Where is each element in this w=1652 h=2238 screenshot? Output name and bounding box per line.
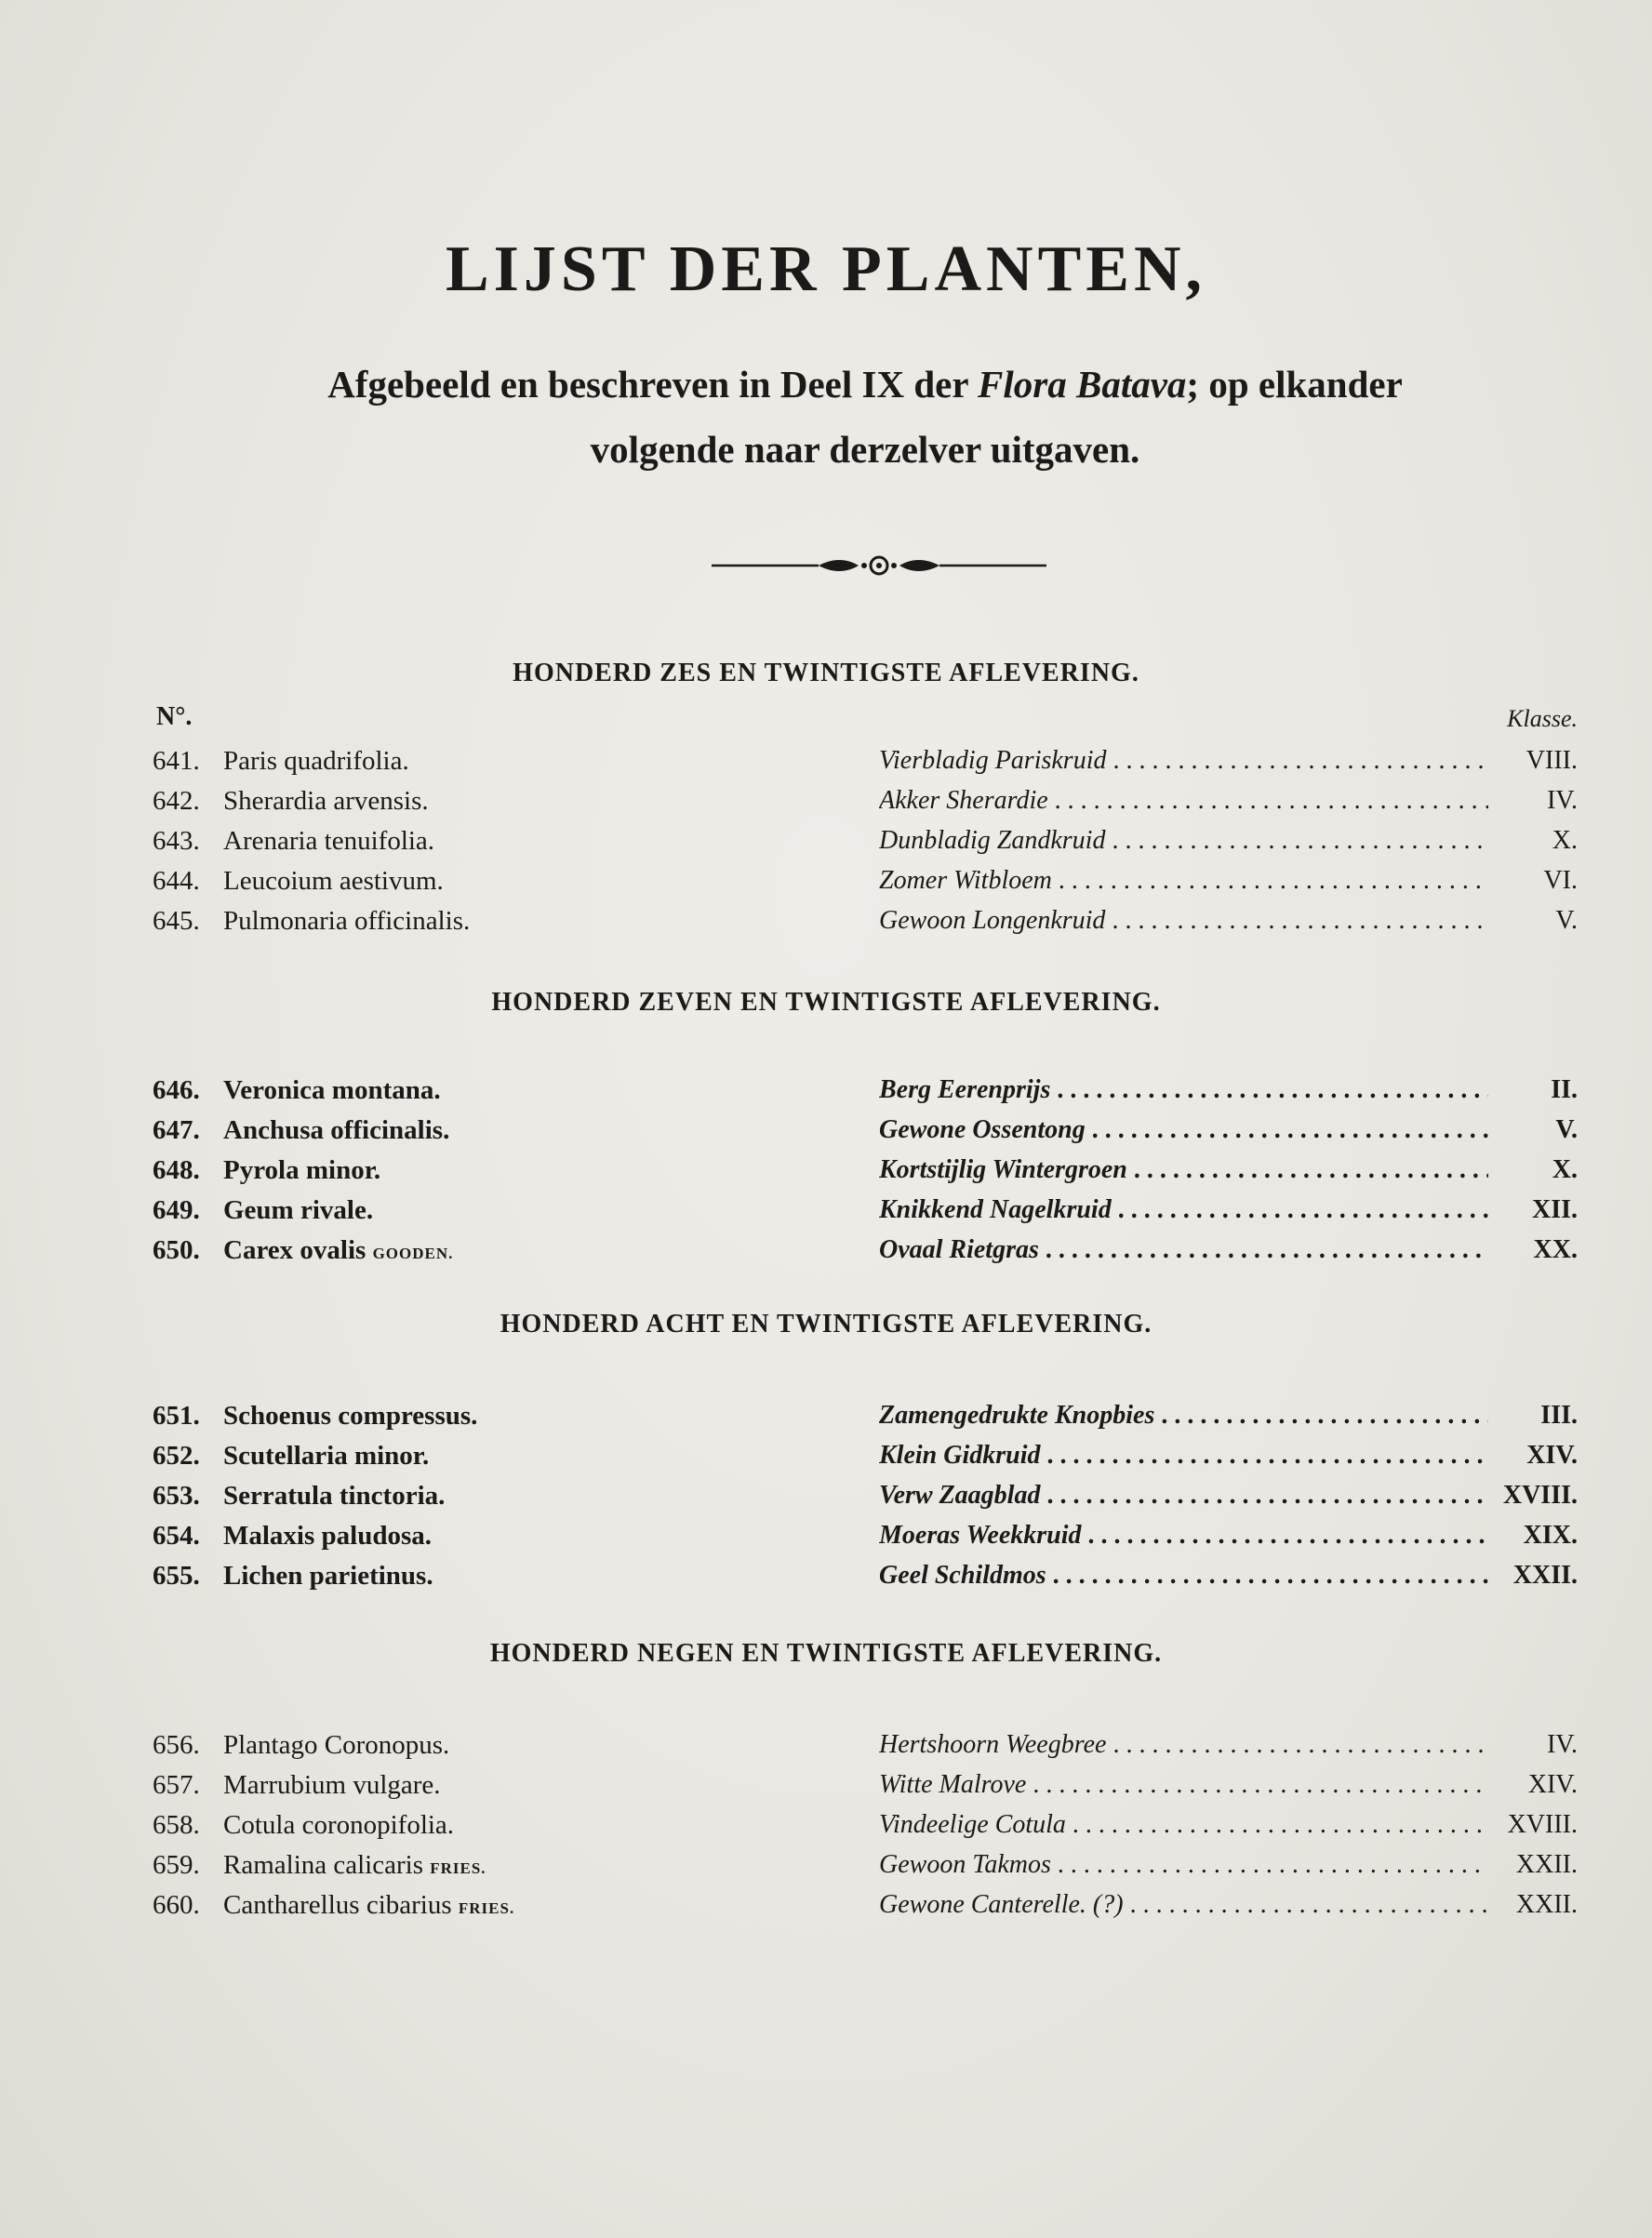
list-item [0, 1441, 1652, 1478]
latin-name: Lichen parietinus. [223, 1561, 433, 1591]
latin-name: Malaxis paludosa. [223, 1521, 432, 1551]
latin-name: Serratula tinctoria. [223, 1481, 446, 1511]
list-item [0, 746, 1652, 783]
latin-name: Carex ovalis GOODEN. [223, 1235, 454, 1265]
klasse-value: III. [1540, 1401, 1578, 1430]
list-item [0, 1770, 1652, 1807]
dutch-name: Zamengedrukte Knopbies . . . [879, 1401, 1488, 1431]
latin-name: Scutellaria minor. [223, 1441, 430, 1471]
latin-name: Pyrola minor. [223, 1155, 381, 1185]
plate-number: 659. [153, 1850, 200, 1880]
subtitle-line1-pre: Afgebeeld en beschreven in Deel IX der [327, 363, 979, 406]
plate-number: 660. [153, 1890, 200, 1920]
klasse-value: XIX. [1523, 1521, 1578, 1550]
plate-number: 651. [153, 1401, 200, 1431]
klasse-value: X. [1552, 826, 1578, 855]
section-heading: HONDERD NEGEN EN TWINTIGSTE AFLEVERING. [489, 1639, 1163, 1668]
klasse-value: V. [1555, 906, 1578, 935]
latin-name: Plantago Coronopus. [223, 1730, 450, 1760]
klasse-value: XVIII. [1502, 1481, 1578, 1510]
section-heading: HONDERD ZEVEN EN TWINTIGSTE AFLEVERING. [491, 988, 1161, 1017]
klasse-value: XIV. [1527, 1770, 1578, 1799]
plate-number: 647. [153, 1115, 200, 1145]
plate-number: 657. [153, 1770, 200, 1800]
list-item [0, 1890, 1652, 1927]
klasse-value: XIV. [1526, 1441, 1578, 1470]
subtitle-flora-batava: Flora Batava [978, 363, 1187, 406]
dutch-name: Klein Gidkruid . . . [879, 1441, 1488, 1471]
latin-name: Ramalina calicaris FRIES. [223, 1850, 486, 1880]
plate-number: 652. [153, 1441, 200, 1471]
plate-number: 649. [153, 1195, 200, 1225]
author-abbreviation: FRIES. [430, 1859, 486, 1877]
latin-name: Schoenus compressus. [223, 1401, 478, 1431]
plate-number: 656. [153, 1730, 200, 1760]
dutch-name: Berg Eerenprijs . . . [879, 1075, 1488, 1105]
latin-name: Leucoium aestivum. [223, 866, 444, 896]
plate-number: 642. [153, 786, 200, 816]
list-item [0, 1235, 1652, 1272]
dutch-name: Ovaal Rietgras . . . [879, 1235, 1488, 1265]
latin-name: Marrubium vulgare. [223, 1770, 441, 1800]
column-header-klasse: Klasse. [1507, 705, 1578, 732]
plate-number: 655. [153, 1561, 200, 1591]
latin-name: Cotula coronopifolia. [223, 1810, 455, 1840]
latin-name: Paris quadrifolia. [223, 746, 409, 776]
klasse-value: IV. [1547, 1730, 1578, 1759]
klasse-value: XXII. [1515, 1890, 1578, 1919]
dutch-name: Gewoon Takmos . . . [879, 1850, 1488, 1880]
dutch-name: Hertshoorn Weegbree . . . [879, 1730, 1488, 1760]
latin-name: Arenaria tenuifolia. [223, 826, 435, 856]
dutch-name: Kortstijlig Wintergroen . . . [879, 1155, 1488, 1185]
klasse-value: V. [1555, 1115, 1578, 1144]
plate-number: 641. [153, 746, 200, 776]
subtitle-line1-post: ; op elkander [1186, 363, 1403, 406]
plate-number: 643. [153, 826, 200, 856]
latin-name: Cantharellus cibarius FRIES. [223, 1890, 515, 1920]
latin-name: Pulmonaria officinalis. [223, 906, 471, 936]
klasse-value: IV. [1547, 786, 1578, 815]
author-abbreviation: FRIES. [458, 1899, 515, 1917]
list-item [0, 866, 1652, 903]
klasse-value: II. [1551, 1075, 1578, 1104]
latin-name: Anchusa officinalis. [223, 1115, 450, 1145]
dutch-name: Vindeelige Cotula . . . [879, 1810, 1488, 1840]
plate-number: 646. [153, 1075, 200, 1105]
page-title: LIJST DER PLANTEN, [445, 233, 1207, 305]
dutch-name: Knikkend Nagelkruid . . . [879, 1195, 1488, 1225]
plate-number: 645. [153, 906, 200, 936]
dutch-name: Zomer Witbloem . . . [879, 866, 1488, 896]
latin-name: Geum rivale. [223, 1195, 374, 1225]
list-item [0, 826, 1652, 863]
dutch-name: Gewone Canterelle. (?) . . . [879, 1890, 1488, 1920]
klasse-value: X. [1552, 1155, 1578, 1184]
dutch-name: Geel Schildmos . . . [879, 1561, 1488, 1591]
list-item [0, 1401, 1652, 1438]
list-item [0, 906, 1652, 943]
list-item [0, 1810, 1652, 1847]
dutch-name: Verw Zaagblad . . . [879, 1481, 1488, 1511]
dutch-name: Moeras Weekkruid . . . [879, 1521, 1488, 1551]
klasse-value: VIII. [1525, 746, 1578, 775]
plate-number: 654. [153, 1521, 200, 1551]
ornament-divider [712, 549, 1046, 582]
author-abbreviation: GOODEN. [372, 1245, 454, 1262]
list-item [0, 1850, 1652, 1887]
klasse-value: XXII. [1512, 1561, 1578, 1590]
klasse-value: VI. [1543, 866, 1578, 895]
klasse-value: XXII. [1515, 1850, 1578, 1879]
plate-number: 653. [153, 1481, 200, 1511]
plate-number: 658. [153, 1810, 200, 1840]
dutch-name: Akker Sherardie . . . [879, 786, 1488, 816]
plate-number: 644. [153, 866, 200, 896]
dutch-name: Gewoon Longenkruid . . . [879, 906, 1488, 936]
list-item [0, 1115, 1652, 1152]
klasse-value: XII. [1531, 1195, 1578, 1224]
list-item [0, 1730, 1652, 1767]
list-item [0, 1521, 1652, 1558]
plate-number: 650. [153, 1235, 200, 1265]
dutch-name: Vierbladig Pariskruid . . . [879, 746, 1488, 776]
list-item [0, 1481, 1652, 1518]
section-heading: HONDERD ZES EN TWINTIGSTE AFLEVERING. [513, 659, 1139, 687]
klasse-value: XVIII. [1507, 1810, 1578, 1839]
plate-number: 648. [153, 1155, 200, 1185]
dutch-name: Gewone Ossentong . . . [879, 1115, 1488, 1145]
dutch-name: Witte Malrove . . . [879, 1770, 1488, 1800]
list-item [0, 1561, 1652, 1598]
dutch-name: Dunbladig Zandkruid . . . [879, 826, 1488, 856]
list-item [0, 1075, 1652, 1112]
latin-name: Sherardia arvensis. [223, 786, 429, 816]
list-item [0, 1195, 1652, 1232]
column-header-number: N°. [156, 702, 193, 731]
list-item [0, 786, 1652, 823]
klasse-value: XX. [1533, 1235, 1578, 1264]
section-heading: HONDERD ACHT EN TWINTIGSTE AFLEVERING. [500, 1310, 1152, 1339]
subtitle-line2: volgende naar derzelver uitgaven. [590, 428, 1140, 471]
list-item [0, 1155, 1652, 1192]
page-subtitle [167, 352, 1563, 482]
latin-name: Veronica montana. [223, 1075, 441, 1105]
